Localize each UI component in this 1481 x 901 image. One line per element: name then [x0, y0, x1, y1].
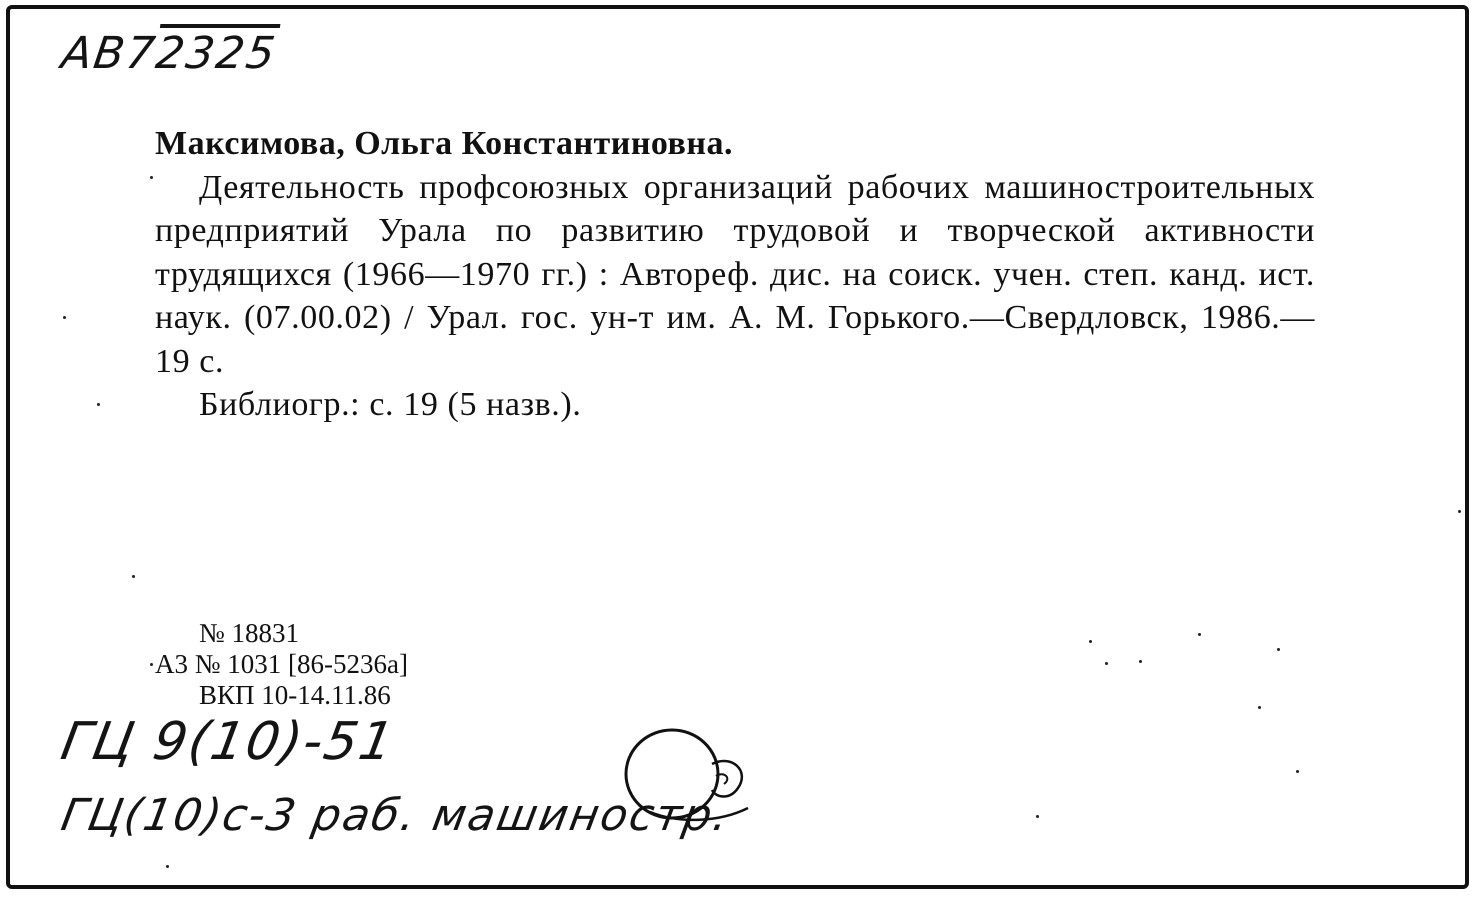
bibliographic-entry	[155, 122, 1315, 427]
title-description: Деятельность профсоюзных организаций рабочих машиностроительных предприятий Урала по развитию трудовой и творческой активности трудящихся (1966—1970 гг.) : Автореф. дис. на соиск. учен. степ. канд. ист. наук. (07.00.02) / Урал. гос. ун-т им. А. М. Горького.—Свердловск, 1986.—19 с.	[155, 168, 1315, 380]
speck	[1089, 640, 1092, 643]
speck	[150, 176, 153, 179]
bibliography-note: Библиогр.: с. 19 (5 назв.).	[199, 386, 582, 423]
speck	[1139, 660, 1142, 663]
handwritten-number: 2325	[152, 28, 280, 79]
author-heading: Максимова, Ольга Константиновна.	[155, 125, 734, 162]
handwritten-classification-1: ГЦ 9(10)-51	[56, 712, 400, 772]
handwritten-code: АВ7	[58, 28, 160, 79]
record-number: № 18831	[199, 618, 300, 648]
speck	[1296, 770, 1299, 773]
speck	[1458, 510, 1461, 513]
handwritten-classification-2: ГЦ(10)с-3 раб. машиностр.	[57, 790, 734, 841]
circle-stamp-mark	[620, 716, 760, 826]
vkp-line: ВКП 10-14.11.86	[199, 680, 391, 710]
speck	[97, 403, 100, 406]
speck	[166, 865, 169, 868]
speck	[1036, 815, 1039, 818]
speck	[1258, 706, 1261, 709]
speck	[1105, 662, 1108, 665]
speck	[1277, 648, 1280, 651]
speck	[1198, 633, 1201, 636]
az-number: А3 № 1031 [86-5236а]	[155, 649, 408, 679]
speck	[63, 316, 66, 319]
handwritten-shelf-mark	[58, 28, 279, 79]
speck	[132, 575, 135, 578]
speck	[150, 663, 153, 666]
card-footer	[155, 618, 408, 711]
